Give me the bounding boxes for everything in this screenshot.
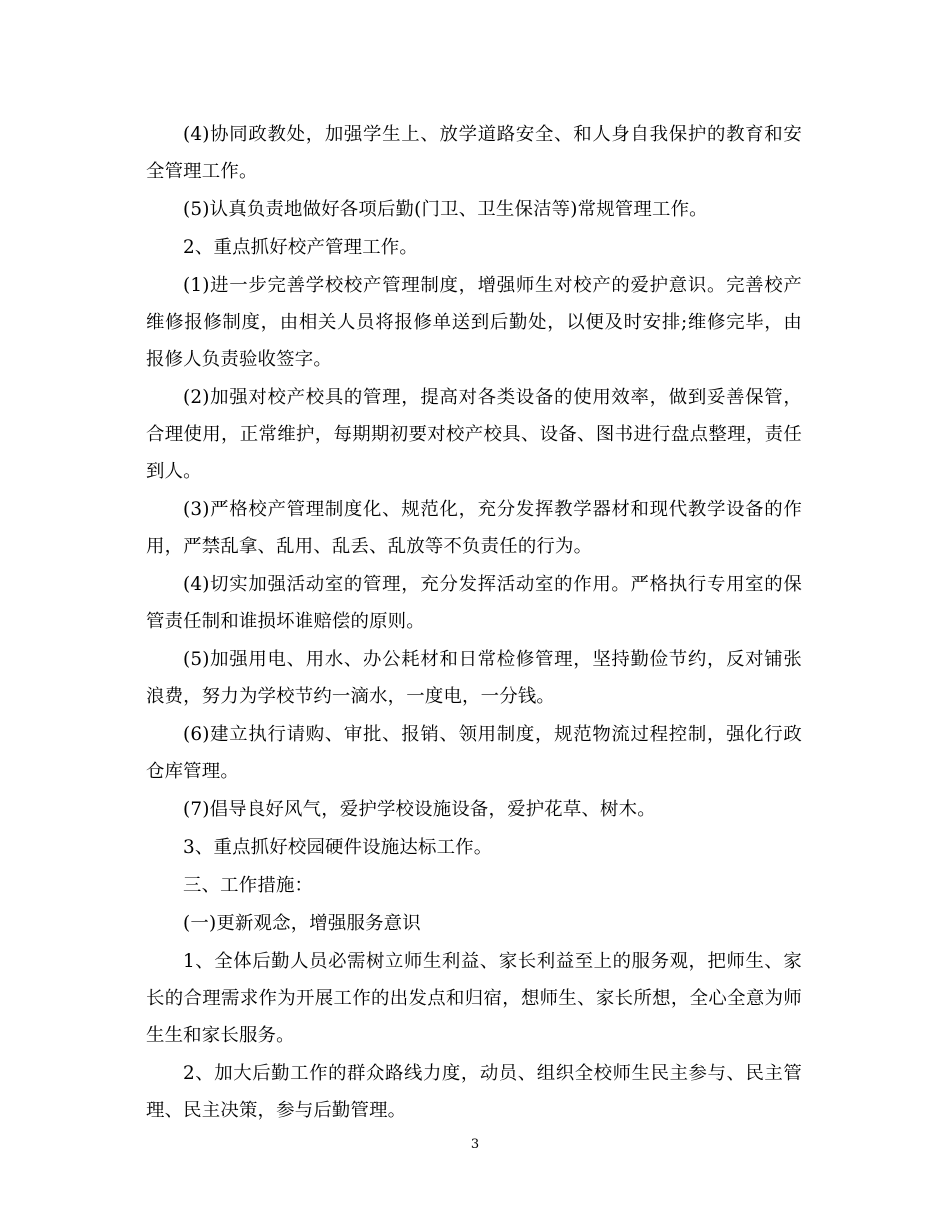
- paragraph: (2)加强对校产校具的管理，提高对各类设备的使用效率，做到妥善保管，合理使用，正常维护，每期期初要对校产校具、设备、图书进行盘点整理，责任到人。: [146, 387, 802, 482]
- paragraph: (5)加强用电、用水、办公耗材和日常检修管理，坚持勤俭节约，反对铺张浪费，努力为学校节约一滴水，一度电，一分钱。: [146, 649, 802, 707]
- paragraph: 2、重点抓好校产管理工作。: [183, 237, 418, 258]
- paragraph: (7)倡导良好风气，爱护学校设施设备，爱护花草、树木。: [183, 799, 656, 820]
- section-heading: 三、工作措施：: [183, 875, 314, 896]
- paragraph: (5)认真负责地做好各项后勤(门卫、卫生保洁等)常规管理工作。: [183, 199, 708, 220]
- paragraph: (3)严格校产管理制度化、规范化，充分发挥教学器材和现代教学设备的作用，严禁乱拿、乱用、乱丢、乱放等不负责任的行为。: [146, 499, 802, 557]
- paragraph: (1)进一步完善学校校产管理制度，增强师生对校产的爱护意识。完善校产维修报修制度，由相关人员将报修单送到后勤处，以便及时安排;维修完毕，由报修人负责验收签字。: [146, 275, 802, 370]
- paragraph: 3、重点抓好校园硬件设施达标工作。: [183, 837, 493, 858]
- document-body: [146, 116, 802, 1130]
- paragraph: (6)建立执行请购、审批、报销、领用制度，规范物流过程控制，强化行政仓库管理。: [146, 724, 802, 782]
- subsection-heading: (一)更新观念，增强服务意识: [183, 913, 421, 934]
- page-number: 3: [470, 1137, 480, 1152]
- paragraph: (4)协同政教处，加强学生上、放学道路安全、和人身自我保护的教育和安全管理工作。: [146, 124, 802, 182]
- paragraph: (4)切实加强活动室的管理，充分发挥活动室的作用。严格执行专用室的保管责任制和谁损坏谁赔偿的原则。: [146, 574, 802, 632]
- paragraph: 1、全体后勤人员必需树立师生利益、家长利益至上的服务观，把师生、家长的合理需求作为开展工作的出发点和归宿，想师生、家长所想，全心全意为师生生和家长服务。: [146, 951, 802, 1046]
- paragraph: 2、加大后勤工作的群众路线力度，动员、组织全校师生民主参与、民主管理、民主决策，参与后勤管理。: [146, 1063, 802, 1121]
